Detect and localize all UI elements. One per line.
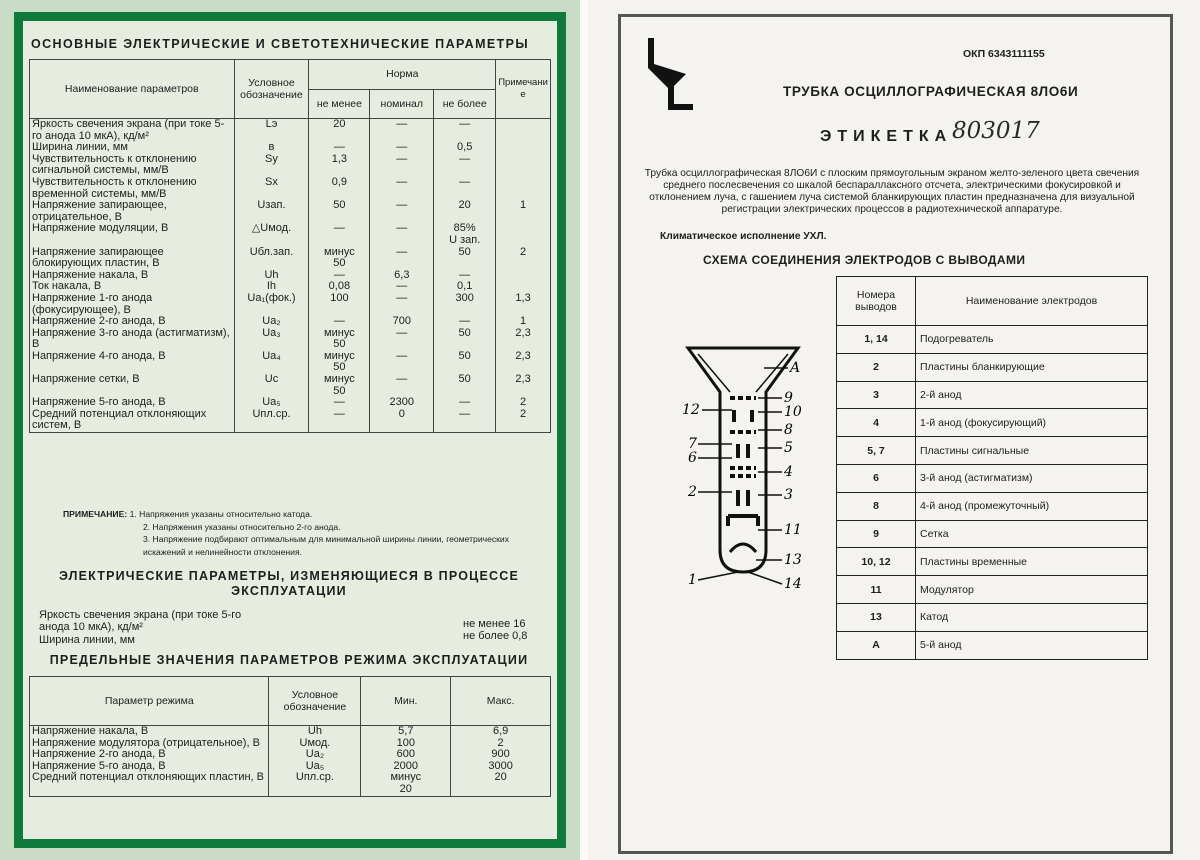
param-note — [496, 177, 551, 200]
param-min: минус 50 — [309, 351, 370, 374]
diagram-label-8: 8 — [784, 422, 793, 438]
limit-name: Напряжение накала, В — [30, 726, 269, 738]
param-name: Ширина линии, мм — [30, 142, 235, 154]
param-max: 0,1 — [434, 281, 496, 293]
param-name: Напряжение 1-го анода (фокусирующее), В — [30, 293, 235, 316]
pin-table — [836, 276, 1148, 660]
pin-row — [837, 381, 1148, 409]
electrode-name: Катод — [916, 603, 1148, 631]
param-note: 2,3 — [496, 351, 551, 374]
diagram-label-A: A — [790, 360, 801, 376]
pin-number: 9 — [837, 520, 916, 548]
limit-max: 900 — [451, 749, 551, 761]
diagram-label-12: 12 — [682, 402, 700, 418]
s2-row1-value: не менее 16 — [463, 618, 526, 630]
electrode-name: Подогреватель — [916, 326, 1148, 354]
param-max: — — [434, 177, 496, 200]
param-min: 0,9 — [309, 177, 370, 200]
climate-version: Климатическое исполнение УХЛ. — [660, 231, 827, 242]
left-sheet — [0, 0, 580, 860]
col-name-header: Наименование параметров — [30, 60, 235, 119]
label-word: ЭТИКЕТКА — [820, 128, 953, 145]
pin-number-header: Номера выводов — [837, 277, 916, 326]
electrode-name: 1-й анод (фокусирующий) — [916, 409, 1148, 437]
param-max: 20 — [434, 200, 496, 223]
left-sheet-content — [23, 21, 557, 839]
limit-max: 6,9 — [451, 726, 551, 738]
pin-number: 4 — [837, 409, 916, 437]
electrode-name: Пластины временные — [916, 548, 1148, 576]
param-min: — — [309, 397, 370, 409]
pin-row — [837, 326, 1148, 354]
limits-symbol-header: Условное обозначение — [269, 677, 361, 726]
param-max: 50 — [434, 247, 496, 270]
limit-symbol: Uh — [269, 726, 361, 738]
param-name: Яркость свечения экрана (при токе 5-го анода 10 мкА), кд/м² — [30, 119, 235, 143]
param-symbol: Uпл.ср. — [234, 409, 309, 433]
limit-symbol: Uмод. — [269, 738, 361, 750]
diagram-label-9: 9 — [784, 390, 793, 406]
electrode-name: Сетка — [916, 520, 1148, 548]
param-note: 1 — [496, 200, 551, 223]
param-note — [496, 154, 551, 177]
param-row — [30, 247, 551, 270]
main-params-title: ОСНОВНЫЕ ЭЛЕКТРИЧЕСКИЕ И СВЕТОТЕХНИЧЕСКИЕ ПАРАМЕТРЫ — [31, 37, 530, 51]
col-note-header: Примечание — [496, 60, 551, 119]
electrode-name: Пластины сигнальные — [916, 437, 1148, 465]
s2-row2-value: не более 0,8 — [463, 630, 528, 642]
serial-number: 803017 — [952, 118, 1040, 144]
param-nominal: — — [370, 374, 434, 397]
param-max: — — [434, 154, 496, 177]
diagram-label-11: 11 — [784, 522, 802, 538]
param-row — [30, 374, 551, 397]
pin-number: А — [837, 631, 916, 659]
param-min: — — [309, 316, 370, 328]
pin-row — [837, 353, 1148, 381]
param-nominal: 2300 — [370, 397, 434, 409]
section2-title: ЭЛЕКТРИЧЕСКИЕ ПАРАМЕТРЫ, ИЗМЕНЯЮЩИЕСЯ В ПРОЦЕССЕ ЭКСПЛУАТАЦИИ — [58, 569, 520, 598]
param-nominal: — — [370, 200, 434, 223]
col-symbol-header: Условное обозначение — [234, 60, 309, 119]
diagram-label-2: 2 — [688, 484, 697, 500]
param-row — [30, 154, 551, 177]
param-row — [30, 328, 551, 351]
limits-max-header: Макс. — [451, 677, 551, 726]
limit-max: 2 — [451, 738, 551, 750]
param-max: 0,5 — [434, 142, 496, 154]
limit-row — [30, 772, 551, 796]
param-name: Напряжение запирающее, отрицательное, В — [30, 200, 235, 223]
param-symbol: в — [234, 142, 309, 154]
param-min: — — [309, 409, 370, 433]
limit-min: 100 — [361, 738, 451, 750]
limit-symbol: Ua₅ — [269, 761, 361, 773]
pin-row — [837, 576, 1148, 604]
param-symbol: Sy — [234, 154, 309, 177]
param-symbol: Ua₂ — [234, 316, 309, 328]
limits-min-header: Мин. — [361, 677, 451, 726]
diagram-label-13: 13 — [784, 552, 802, 568]
param-name: Напряжение модуляции, В — [30, 223, 235, 246]
param-note: 2,3 — [496, 328, 551, 351]
pin-number: 8 — [837, 492, 916, 520]
param-symbol: Ih — [234, 281, 309, 293]
col-max-header: не более — [434, 89, 496, 119]
param-nominal: — — [370, 328, 434, 351]
limit-min: 2000 — [361, 761, 451, 773]
s2-row2-name: Ширина линии, мм — [39, 634, 135, 646]
electrode-name: Пластины бланкирующие — [916, 353, 1148, 381]
param-symbol: Ua₄ — [234, 351, 309, 374]
param-row — [30, 316, 551, 328]
main-params-table — [29, 59, 551, 433]
limits-body — [30, 726, 551, 797]
param-note: 1 — [496, 316, 551, 328]
param-nominal: — — [370, 142, 434, 154]
limit-name: Средний потенциал отклоняющих пластин, В — [30, 772, 269, 796]
note-2: 2. Напряжения указаны относительно 2-го анода. — [143, 521, 341, 532]
param-nominal: — — [370, 293, 434, 316]
param-min: — — [309, 270, 370, 282]
param-row — [30, 223, 551, 246]
limit-symbol: Ua₂ — [269, 749, 361, 761]
param-name: Напряжение сетки, В — [30, 374, 235, 397]
electrode-name: 2-й анод — [916, 381, 1148, 409]
param-note — [496, 270, 551, 282]
param-max: 300 — [434, 293, 496, 316]
param-nominal: — — [370, 281, 434, 293]
pin-row — [837, 631, 1148, 659]
param-nominal: 700 — [370, 316, 434, 328]
col-norm-header: Норма — [309, 60, 496, 90]
limit-row — [30, 726, 551, 738]
pin-row — [837, 520, 1148, 548]
param-name: Чувствительность к отклонению сигнальной системы, мм/В — [30, 154, 235, 177]
param-min: минус 50 — [309, 328, 370, 351]
note-3: 3. Напряжение подбирают оптимальным для минимальной ширины линии, геометрических искажений и нелинейности отклонения. — [143, 534, 510, 557]
pin-table-body — [837, 277, 1148, 660]
param-note: 2 — [496, 409, 551, 433]
param-max: — — [434, 409, 496, 433]
tube-diagram — [658, 340, 828, 600]
param-max: — — [434, 316, 496, 328]
schema-title: СХЕМА СОЕДИНЕНИЯ ЭЛЕКТРОДОВ С ВЫВОДАМИ — [703, 253, 1026, 267]
param-name: Ток накала, В — [30, 281, 235, 293]
param-symbol: Sx — [234, 177, 309, 200]
diagram-label-7: 7 — [688, 436, 697, 452]
param-min: минус 50 — [309, 247, 370, 270]
pin-number: 1, 14 — [837, 326, 916, 354]
param-symbol: Uh — [234, 270, 309, 282]
param-nominal: — — [370, 247, 434, 270]
param-note — [496, 119, 551, 143]
param-min: 1,3 — [309, 154, 370, 177]
diagram-label-6: 6 — [688, 450, 697, 466]
diagram-label-10: 10 — [784, 404, 802, 420]
pin-row — [837, 409, 1148, 437]
param-symbol: Lэ — [234, 119, 309, 143]
okp-code: ОКП 6343111155 — [963, 48, 1045, 60]
param-name: Напряжение накала, В — [30, 270, 235, 282]
param-symbol: Uбл.зап. — [234, 247, 309, 270]
param-min: минус 50 — [309, 374, 370, 397]
param-name: Чувствительность к отклонению временной системы, мм/В — [30, 177, 235, 200]
param-max: 85% U зап. — [434, 223, 496, 246]
param-symbol: Uзап. — [234, 200, 309, 223]
param-min: — — [309, 223, 370, 246]
diagram-label-14: 14 — [784, 576, 802, 592]
param-min: 50 — [309, 200, 370, 223]
limit-min: 600 — [361, 749, 451, 761]
pin-row — [837, 492, 1148, 520]
param-max: — — [434, 397, 496, 409]
param-name: Средний потенциал отклоняющих систем, В — [30, 409, 235, 433]
param-note: 2 — [496, 397, 551, 409]
limit-min: 5,7 — [361, 726, 451, 738]
param-max: 50 — [434, 328, 496, 351]
param-nominal: 0 — [370, 409, 434, 433]
limit-max: 3000 — [451, 761, 551, 773]
pin-number: 5, 7 — [837, 437, 916, 465]
pin-row — [837, 437, 1148, 465]
col-min-header: не менее — [309, 89, 370, 119]
param-nominal: — — [370, 223, 434, 246]
param-nominal: — — [370, 154, 434, 177]
limit-symbol: Uпл.ср. — [269, 772, 361, 796]
param-name: Напряжение 4-го анода, В — [30, 351, 235, 374]
param-name: Напряжение 3-го анода (астигматизм), В — [30, 328, 235, 351]
col-nominal-header: номинал — [370, 89, 434, 119]
param-min: 100 — [309, 293, 370, 316]
pin-number: 6 — [837, 464, 916, 492]
pin-number: 3 — [837, 381, 916, 409]
param-max: 50 — [434, 374, 496, 397]
param-note — [496, 142, 551, 154]
param-min: 20 — [309, 119, 370, 143]
s2-row1-name: Яркость свечения экрана (при токе 5-го анода 10 мкА), кд/м² — [39, 609, 242, 633]
tube-title: ТРУБКА ОСЦИЛЛОГРАФИЧЕСКАЯ 8ЛО6И — [783, 84, 1079, 99]
param-name: Напряжение 2-го анода, В — [30, 316, 235, 328]
limits-table — [29, 676, 551, 797]
main-params-body — [30, 119, 551, 433]
param-row — [30, 119, 551, 143]
param-note: 1,3 — [496, 293, 551, 316]
diagram-label-1: 1 — [688, 572, 697, 588]
tube-outline — [688, 348, 801, 572]
param-nominal: — — [370, 351, 434, 374]
param-min: — — [309, 142, 370, 154]
param-name: Напряжение запирающее блокирующих пластин, В — [30, 247, 235, 270]
electrode-name: Модулятор — [916, 576, 1148, 604]
electrode-name-header: Наименование электродов — [916, 277, 1148, 326]
param-note: 2,3 — [496, 374, 551, 397]
note-1: 1. Напряжения указаны относительно катода. — [129, 509, 313, 519]
param-symbol: Ua₁(фок.) — [234, 293, 309, 316]
notes-label: ПРИМЕЧАНИЕ: — [63, 509, 128, 519]
param-symbol: Ua₅ — [234, 397, 309, 409]
param-nominal: 6,3 — [370, 270, 434, 282]
limit-min: минус 20 — [361, 772, 451, 796]
param-nominal: — — [370, 177, 434, 200]
param-row — [30, 177, 551, 200]
diagram-label-5: 5 — [784, 440, 793, 456]
param-row — [30, 293, 551, 316]
limits-param-header: Параметр режима — [30, 677, 269, 726]
param-name: Напряжение 5-го анода, В — [30, 397, 235, 409]
limit-name: Напряжение 5-го анода, В — [30, 761, 269, 773]
pin-row — [837, 464, 1148, 492]
pin-row — [837, 548, 1148, 576]
limit-name: Напряжение 2-го анода, В — [30, 749, 269, 761]
diagram-label-3: 3 — [784, 487, 793, 503]
param-symbol: Ua₃ — [234, 328, 309, 351]
param-row — [30, 409, 551, 433]
pin-number: 11 — [837, 576, 916, 604]
param-row — [30, 200, 551, 223]
param-max: — — [434, 119, 496, 143]
pin-number: 13 — [837, 603, 916, 631]
corner-stamp-icon — [638, 38, 718, 118]
tube-description: Трубка осциллографическая 8ЛО6И с плоским прямоугольным экраном желто-зеленого цвета свечения среднего послесвечения со шкалой беспараллаксного отсчета, электрическими фокусировкой и отклонением луча, с гашением луча системой бланкирующих пластин предназначена для визуальной регистрации электрических процессов в радиотехнической аппаратуре. — [644, 168, 1140, 215]
param-min: 0,08 — [309, 281, 370, 293]
diagram-label-4: 4 — [784, 464, 793, 480]
param-symbol: Uc — [234, 374, 309, 397]
electrode-name: 4-й анод (промежуточный) — [916, 492, 1148, 520]
limit-name: Напряжение модулятора (отрицательное), В — [30, 738, 269, 750]
param-row — [30, 351, 551, 374]
param-max: 50 — [434, 351, 496, 374]
pin-number: 10, 12 — [837, 548, 916, 576]
electrode-name: 3-й анод (астигматизм) — [916, 464, 1148, 492]
pin-number: 2 — [837, 353, 916, 381]
param-note — [496, 223, 551, 246]
section3-title: ПРЕДЕЛЬНЫЕ ЗНАЧЕНИЯ ПАРАМЕТРОВ РЕЖИМА ЭКСПЛУАТАЦИИ — [49, 653, 529, 667]
limit-max: 20 — [451, 772, 551, 796]
param-nominal: — — [370, 119, 434, 143]
param-row — [30, 270, 551, 282]
pin-table-header-row — [837, 277, 1148, 326]
param-max: — — [434, 270, 496, 282]
notes-block — [63, 508, 543, 558]
param-symbol: △Uмод. — [234, 223, 309, 246]
right-sheet — [588, 0, 1200, 860]
electrode-name: 5-й анод — [916, 631, 1148, 659]
pin-row — [837, 603, 1148, 631]
param-note: 2 — [496, 247, 551, 270]
